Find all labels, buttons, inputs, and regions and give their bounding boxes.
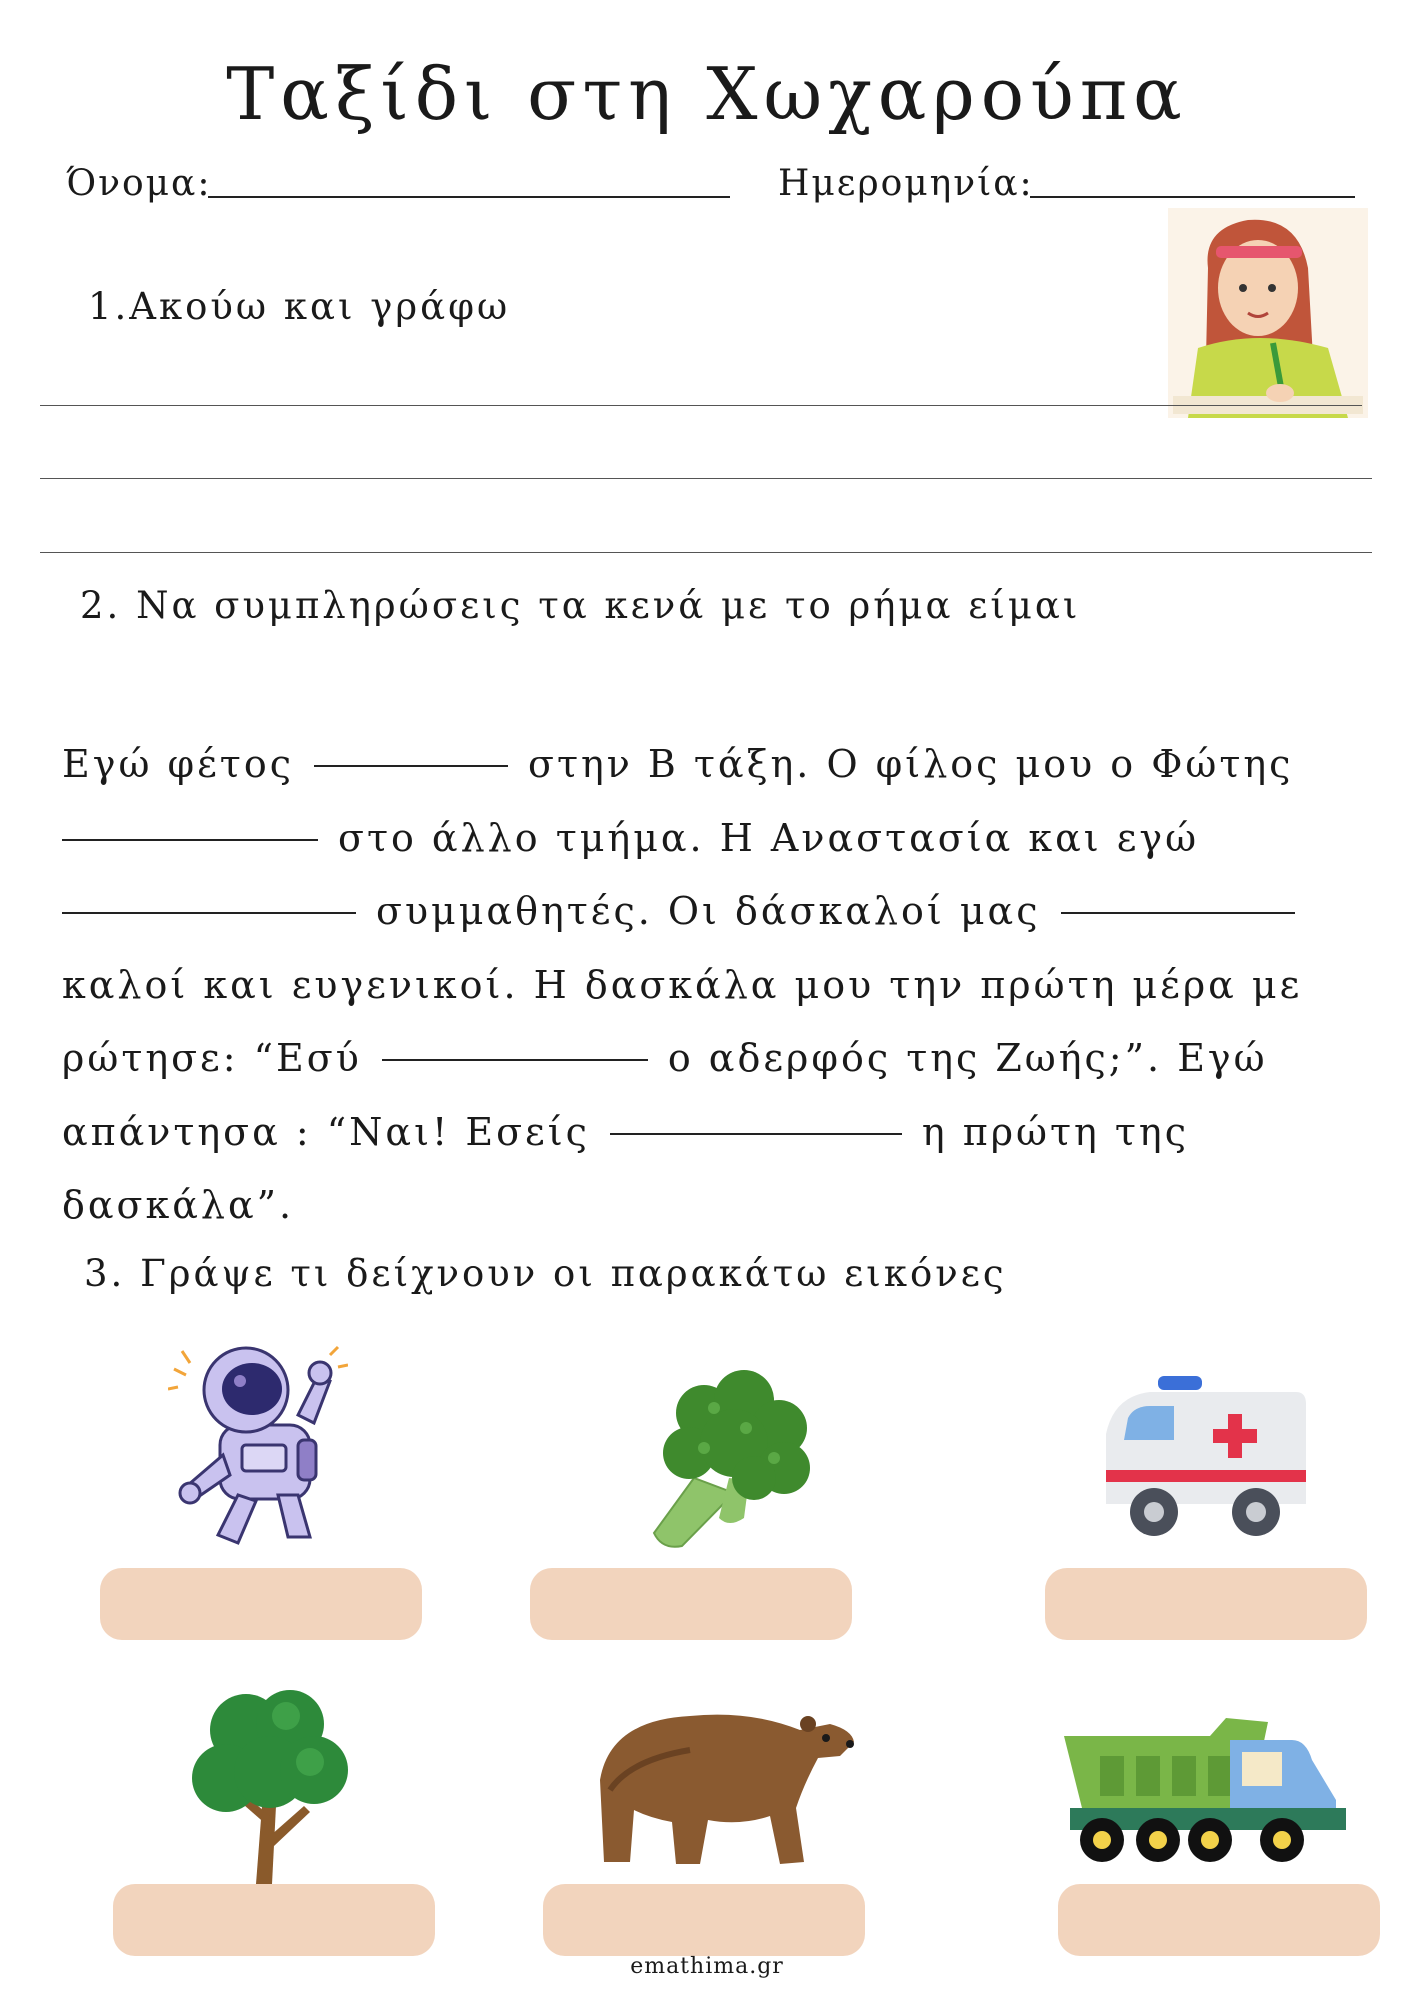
answer-box[interactable] [1058, 1884, 1380, 1956]
ambulance-icon [1100, 1374, 1310, 1544]
writing-line[interactable] [40, 552, 1372, 553]
date-label: Ημερομηνία: [778, 163, 1034, 204]
section1-heading: 1.Ακούω και γράφω [88, 285, 511, 328]
blank-field[interactable] [382, 1058, 648, 1061]
girl-writing-illustration [1168, 208, 1368, 418]
paragraph-text: η πρώτη της [921, 1109, 1189, 1154]
writing-line[interactable] [40, 405, 1362, 406]
paragraph-text: δασκάλα”. [62, 1183, 295, 1227]
blank-field[interactable] [1061, 911, 1295, 914]
answer-box[interactable] [1045, 1568, 1367, 1640]
paragraph-text: στο άλλο τμήμα. Η Αναστασία και εγώ [338, 815, 1200, 860]
paragraph-text: ο αδερφός της Ζωής;”. Εγώ [667, 1036, 1268, 1080]
page-title: Ταξίδι στη Χωχαρούπα [226, 52, 1188, 136]
blank-field[interactable] [610, 1132, 902, 1135]
fill-in-paragraph [62, 728, 1332, 1243]
answer-box[interactable] [530, 1568, 852, 1640]
section2-heading: 2. Να συμπληρώσεις τα κενά με το ρήμα είμαι [80, 584, 1081, 627]
blank-field[interactable] [62, 838, 318, 841]
name-field[interactable] [208, 196, 730, 198]
answer-box[interactable] [100, 1568, 422, 1640]
writing-line[interactable] [40, 478, 1372, 479]
answer-box[interactable] [113, 1884, 435, 1956]
paragraph-line [62, 728, 1332, 802]
paragraph-line [62, 1169, 1332, 1243]
broccoli-icon [634, 1368, 824, 1558]
paragraph-text: συμμαθητές. Οι δάσκαλοί μας [376, 889, 1041, 933]
blank-field[interactable] [314, 764, 508, 767]
astronaut-icon [168, 1345, 348, 1550]
paragraph-text: απάντησα : “Ναι! Εσείς [62, 1109, 590, 1154]
paragraph-line [62, 1096, 1332, 1170]
paragraph-text: ρώτησε: “Εσύ [62, 1036, 362, 1080]
paragraph-text: καλοί και ευγενικοί. Η δασκάλα μου την πρώτη μέρα με [62, 962, 1303, 1007]
paragraph-line [62, 949, 1332, 1023]
tree-icon [186, 1686, 354, 1886]
footer-watermark: emathima.gr [630, 1954, 784, 1979]
paragraph-line [62, 875, 1332, 949]
paragraph-text: στην Β τάξη. Ο φίλος μου ο Φώτης [528, 742, 1294, 786]
paragraph-line [62, 1022, 1332, 1096]
section3-heading: 3. Γράψε τι δείχνουν οι παρακάτω εικόνες [84, 1252, 1007, 1295]
dump-truck-icon [1060, 1700, 1352, 1870]
name-label: Όνομα: [66, 163, 212, 204]
bear-icon [590, 1700, 860, 1870]
blank-field[interactable] [62, 911, 356, 914]
date-field[interactable] [1030, 196, 1355, 198]
paragraph-line [62, 802, 1332, 876]
answer-box[interactable] [543, 1884, 865, 1956]
paragraph-text: Εγώ φέτος [62, 742, 294, 786]
